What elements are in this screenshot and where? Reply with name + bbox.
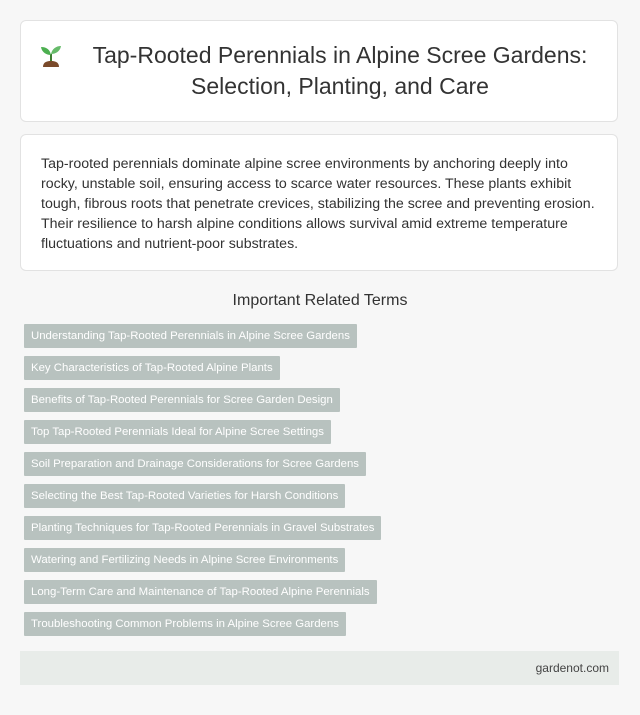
page-title: Tap-Rooted Perennials in Alpine Scree Gardens: Selection, Planting, and Care (92, 42, 588, 99)
related-term-tag[interactable]: Troubleshooting Common Problems in Alpine Scree Gardens (24, 612, 346, 636)
footer-site-link[interactable]: gardenot.com (535, 661, 609, 675)
related-term-tag[interactable]: Top Tap-Rooted Perennials Ideal for Alpine Scree Settings (24, 420, 331, 444)
related-term-tag[interactable]: Understanding Tap-Rooted Perennials in Alpine Scree Gardens (24, 324, 357, 348)
related-terms-heading: Important Related Terms (232, 292, 408, 309)
related-terms-list (24, 324, 381, 644)
footer (20, 651, 619, 685)
related-term-tag[interactable]: Soil Preparation and Drainage Considerations for Scree Gardens (24, 452, 366, 476)
summary-text: Tap-rooted perennials dominate alpine scree environments by anchoring deeply into rocky, unstable soil, ensuring access to scarce water resources. These plants exhibit tough, fibrous roots that penetrate crevices, stabilizing the scree and preventing erosion. Their resilience to harsh alpine conditions allows survival amid extreme temperature fluctuations and nutrient-poor substrates. (41, 156, 595, 252)
sprout-icon (37, 42, 65, 70)
header-inner (37, 40, 601, 102)
related-term-tag[interactable]: Watering and Fertilizing Needs in Alpine Scree Environments (24, 548, 345, 572)
summary-card (20, 134, 618, 271)
related-term-tag[interactable]: Long-Term Care and Maintenance of Tap-Rooted Alpine Perennials (24, 580, 377, 604)
related-term-tag[interactable]: Selecting the Best Tap-Rooted Varieties for Harsh Conditions (24, 484, 345, 508)
related-term-tag[interactable]: Benefits of Tap-Rooted Perennials for Scree Garden Design (24, 388, 340, 412)
header-card (20, 20, 618, 122)
related-term-tag[interactable]: Planting Techniques for Tap-Rooted Perennials in Gravel Substrates (24, 516, 381, 540)
related-term-tag[interactable]: Key Characteristics of Tap-Rooted Alpine Plants (24, 356, 280, 380)
